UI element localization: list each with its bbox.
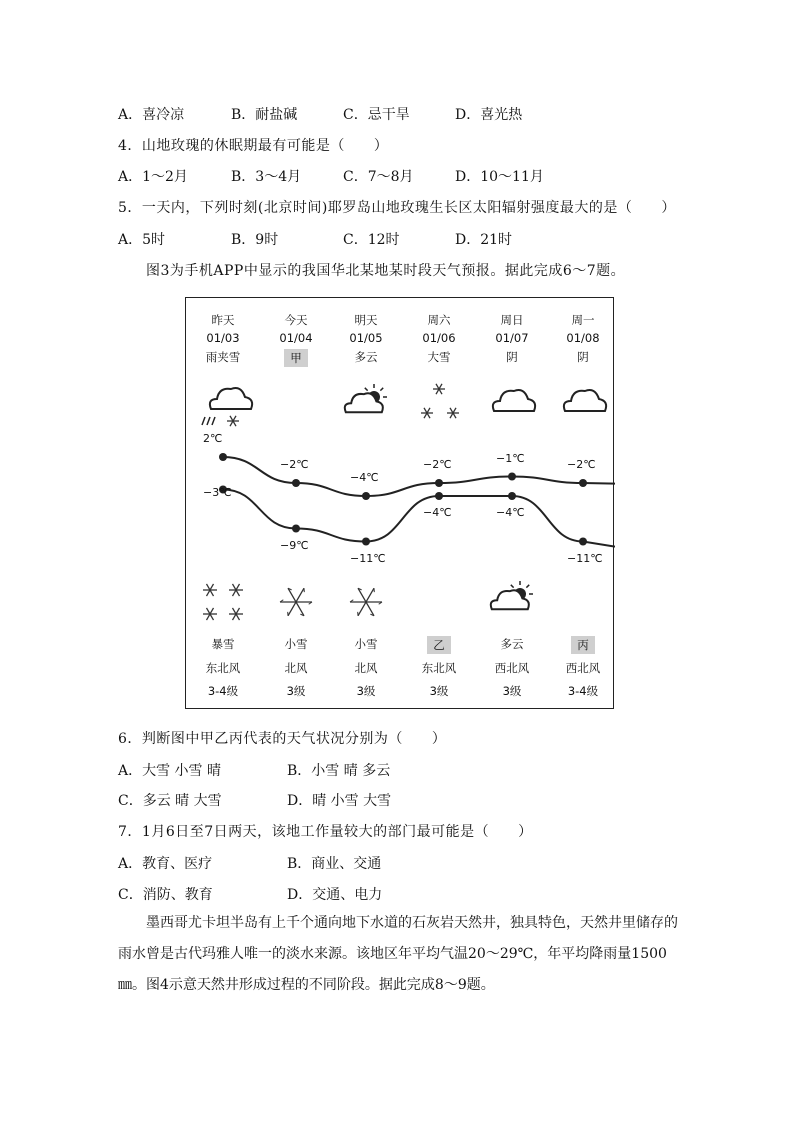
day-date-text: 01/05 <box>349 331 383 345</box>
wind-level <box>409 683 469 699</box>
wind-level <box>553 683 613 699</box>
low-temperature-label: −4℃ <box>423 506 452 519</box>
q6-option-c: C．多云 晴 大雪 <box>118 793 222 809</box>
wind-direction-text: 北风 <box>354 661 378 675</box>
low-temperature-label: −3℃ <box>203 485 232 499</box>
night-weather <box>409 636 469 654</box>
cloud-shape <box>493 390 535 411</box>
high-temperature-point <box>435 479 443 487</box>
rain-drop <box>212 417 215 425</box>
wind-level <box>266 683 326 699</box>
q5-option-d: D．21时 <box>455 232 513 248</box>
night-weather-text: 丙 <box>571 636 595 654</box>
low-temperature-point <box>579 538 587 546</box>
day-name-text: 周一 <box>571 313 595 327</box>
wind-direction-text: 西北风 <box>494 661 530 675</box>
q3-option-c: C．忌干旱 <box>343 107 410 123</box>
day-weather-text: 阴 <box>577 350 589 364</box>
high-temperature-point <box>579 479 587 487</box>
low-temperature-point <box>435 492 443 500</box>
low-temperature-point <box>292 525 300 533</box>
high-temperature-label: 2℃ <box>203 432 223 445</box>
q4-option-c: C．7～8月 <box>343 169 414 185</box>
wind-level-text: 3级 <box>502 684 522 698</box>
high-temperature-label: −2℃ <box>423 458 452 471</box>
day-name-text: 明天 <box>354 313 378 327</box>
q3-option-a: A．喜冷凉 <box>118 107 185 123</box>
partly-cloudy-icon <box>345 384 387 412</box>
rain-drop <box>207 417 210 425</box>
wind-level <box>336 683 396 699</box>
q7-option-c: C．消防、教育 <box>118 887 213 903</box>
wind-level <box>193 683 253 699</box>
wind-direction-text: 北风 <box>284 661 308 675</box>
day-date-text: 01/04 <box>279 331 313 345</box>
low-temperature-label: −4℃ <box>496 506 525 519</box>
cloud-shape <box>210 388 252 409</box>
weather-forecast-figure <box>185 297 614 709</box>
q7-option-d: D．交通、电力 <box>287 887 383 903</box>
day-date-text: 01/03 <box>206 331 240 345</box>
wind-level-text: 3-4级 <box>207 684 239 698</box>
day-date-text: 01/07 <box>495 331 529 345</box>
sun-ray <box>511 585 514 588</box>
sun-ray <box>526 585 529 588</box>
night-weather-text: 小雪 <box>284 637 308 651</box>
night-weather <box>193 636 253 652</box>
high-temperature-label: −2℃ <box>280 458 309 471</box>
q6-option-d: D．晴 小雪 大雪 <box>287 793 392 809</box>
night-weather <box>336 636 396 652</box>
q7-stem: 7．1月6日至7日两天，该地工作量较大的部门最可能是（ ） <box>118 824 533 840</box>
day-weather-text: 阴 <box>506 350 518 364</box>
day-date-text: 01/06 <box>422 331 456 345</box>
q5-option-b: B．9时 <box>231 232 279 248</box>
q3-option-b: B．耐盐碱 <box>231 107 298 123</box>
high-temperature-point <box>362 492 370 500</box>
q4-stem: 4．山地玫瑰的休眠期最有可能是（ ） <box>118 138 389 154</box>
q6-stem: 6．判断图中甲乙丙代表的天气状况分别为（ ） <box>118 731 447 747</box>
heavy-snow-icon <box>421 384 459 418</box>
day-weather-text: 多云 <box>354 350 378 364</box>
day-name-text: 昨天 <box>211 313 235 327</box>
night-weather <box>553 636 613 654</box>
figure3-intro: 图3为手机APP中显示的我国华北某地某时段天气预报。据此完成6～7题。 <box>146 263 626 279</box>
q5-option-c: C．12时 <box>343 232 400 248</box>
wind-direction <box>482 660 542 676</box>
low-temperature-label: −11℃ <box>350 551 386 565</box>
wind-direction <box>336 660 396 676</box>
partly-cloudy-icon <box>491 581 533 609</box>
wind-direction <box>553 660 613 676</box>
wind-level-text: 3级 <box>356 684 376 698</box>
high-temperature-point <box>508 473 516 481</box>
wind-direction-text: 西北风 <box>565 661 601 675</box>
passage-text: 墨西哥尤卡坦半岛有上千个通向地下水道的石灰岩天然井，独具特色，天然井里储存的雨水曾是古代玛雅人唯一的淡水来源。该地区年平均气温20～29℃，年平均降雨量1500㎜。图4示意天然井形成过程的不同阶段。据此完成8～9题。 <box>118 915 678 993</box>
cloud-shape <box>564 390 606 411</box>
q7-option-b: B．商业、交通 <box>287 856 382 872</box>
q3-option-d: D．喜光热 <box>455 107 523 123</box>
q6-option-b: B．小雪 晴 多云 <box>287 763 391 779</box>
q5-option-a: A．5时 <box>118 232 166 248</box>
day-name-text: 周六 <box>427 313 451 327</box>
sleet-icon <box>202 388 252 426</box>
night-weather <box>266 636 326 652</box>
wind-direction <box>266 660 326 676</box>
blizzard-icon <box>203 584 243 620</box>
day-name-text: 周日 <box>500 313 524 327</box>
wind-direction-text: 东北风 <box>421 661 457 675</box>
high-temperature-label: −2℃ <box>567 458 596 471</box>
wind-level-text: 3级 <box>429 684 449 698</box>
wind-level <box>482 683 542 699</box>
low-temperature-point <box>362 538 370 546</box>
day-date-text: 01/08 <box>566 331 600 345</box>
light-snow-icon <box>280 588 312 616</box>
night-weather-text: 暴雪 <box>211 637 235 651</box>
q5-stem: 5．一天内，下列时刻(北京时间)耶罗岛山地玫瑰生长区太阳辐射强度最大的是（ ） <box>118 200 676 216</box>
high-temperature-point <box>292 479 300 487</box>
q4-option-d: D．10～11月 <box>455 169 544 185</box>
night-weather-text: 多云 <box>500 637 524 651</box>
sun-ray <box>380 388 383 391</box>
low-temperature-label: −11℃ <box>567 551 603 565</box>
high-temperature-label: −1℃ <box>496 451 525 465</box>
cloudy-icon <box>493 390 535 411</box>
day-weather-text: 雨夹雪 <box>205 350 241 364</box>
wind-direction-text: 东北风 <box>205 661 241 675</box>
day-name-text: 今天 <box>284 313 308 327</box>
q7-option-a: A．教育、医疗 <box>118 856 213 872</box>
rain-drop <box>202 417 205 425</box>
day-weather-text: 甲 <box>284 349 308 367</box>
low-temperature-label: −9℃ <box>280 538 309 552</box>
night-weather-text: 小雪 <box>354 637 378 651</box>
light-snow-icon <box>350 588 382 616</box>
low-temperature-point <box>508 492 516 500</box>
wind-level-text: 3级 <box>286 684 306 698</box>
high-temperature-label: −4℃ <box>350 471 379 484</box>
q4-option-a: A．1～2月 <box>118 169 188 185</box>
night-weather-text: 乙 <box>427 636 451 654</box>
high-temperature-point <box>219 453 227 461</box>
q4-option-b: B．3～4月 <box>231 169 302 185</box>
sun-ray <box>365 388 368 391</box>
day-weather-text: 大雪 <box>427 350 451 364</box>
wind-direction <box>409 660 469 676</box>
wind-direction <box>193 660 253 676</box>
q6-option-a: A．大雪 小雪 晴 <box>118 763 222 779</box>
night-weather <box>482 636 542 652</box>
wind-level-text: 3-4级 <box>567 684 599 698</box>
cloudy-icon <box>564 390 606 411</box>
